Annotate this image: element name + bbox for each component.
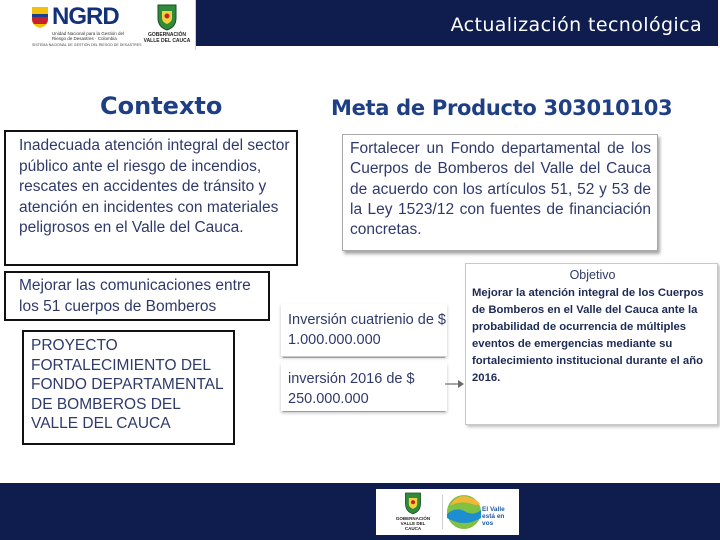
objetivo-text: Mejorar la atención integral de los Cuerpos de Bomberos en el Valle del Cauca ante la probabilidad de ocurrencia de múltiples eventos de emergencias mediante su fortalecimiento institucional durante el año 2016. [472, 287, 704, 384]
arrow-right-icon [445, 378, 465, 390]
footer-gobernacion-text [393, 516, 433, 531]
objetivo-title: Objetivo [569, 268, 616, 282]
meta-text: Fortalecer un Fondo departamental de los Cuerpos de Bomberos del Valle del Cauca de acuerdo con los artículos 51, 52 y 53 de la Ley 1523/12 con fuentes de financiación concretas. [350, 140, 651, 239]
gobernacion-logo-line-2: VALLE DEL CAUCA [143, 38, 191, 44]
inversion-cuatrienio-box [281, 304, 447, 356]
gobernacion-logo-line-1: GOBERNACIÓN [147, 32, 187, 38]
gobernacion-shield-icon [155, 3, 179, 31]
comunicaciones-text: Mejorar las comunicaciones entre los 51 cuerpos de Bomberos [19, 277, 251, 315]
valle-slogan-line-2: está en [482, 513, 505, 520]
ngrd-footer-text: SISTEMA NACIONAL DE GESTIÓN DEL RIESGO DE DESASTRES [32, 43, 142, 47]
bottom-banner [0, 483, 720, 540]
gobernacion-shield-icon [403, 491, 423, 515]
logo-area [0, 0, 196, 50]
divider [283, 357, 445, 358]
proyecto-text: PROYECTO FORTALECIMIENTO DEL FONDO DEPARTAMENTAL DE BOMBEROS DEL VALLE DEL CAUCA [31, 337, 224, 432]
meta-heading: Meta de Producto 303010103 [331, 96, 673, 120]
contexto-text: Inadecuada atención integral del sector público ante el riesgo de incendios, rescates en accidentes de tránsito y atención en incidentes con materiales peligrosos en el Valle del Cauca. [19, 137, 290, 236]
ngrd-emblem-icon [30, 5, 50, 29]
inversion-anual-text: inversión 2016 de $ 250.000.000 [288, 371, 415, 407]
ngrd-subtitle: Unidad Nacional para la Gestión del Riesgo de Desastres · Colombia [52, 31, 125, 41]
footer-gobernacion-logo [393, 491, 433, 533]
valle-slogan-line-3: vos [482, 520, 494, 527]
contexto-box [4, 130, 298, 266]
inversion-anual-box [281, 363, 447, 411]
gobernacion-logo-text [143, 32, 191, 44]
proyecto-box [22, 330, 235, 445]
footer-gobernacion-line-1: GOBERNACIÓN [395, 516, 431, 521]
valle-slogan [482, 506, 505, 527]
ngrd-wordmark: NGRD [52, 3, 119, 30]
valle-slogan-line-1: El Valle [482, 506, 505, 513]
divider [442, 495, 443, 529]
comunicaciones-box [4, 271, 270, 321]
valle-landscape-icon [446, 494, 482, 530]
footer-gobernacion-line-2: VALLE DEL CAUCA [400, 521, 426, 531]
valle-esta-en-vos-logo [446, 492, 518, 532]
header-title: Actualización tecnológica [450, 14, 702, 36]
contexto-heading: Contexto [100, 92, 223, 120]
meta-box [342, 134, 658, 251]
footer-logos [376, 489, 519, 535]
objetivo-box [465, 263, 718, 425]
gobernacion-logo [143, 3, 191, 47]
divider [283, 411, 445, 412]
ngrd-logo [30, 3, 142, 48]
inversion-cuatrienio-text: Inversión cuatrienio de $ 1.000.000.000 [288, 312, 446, 348]
